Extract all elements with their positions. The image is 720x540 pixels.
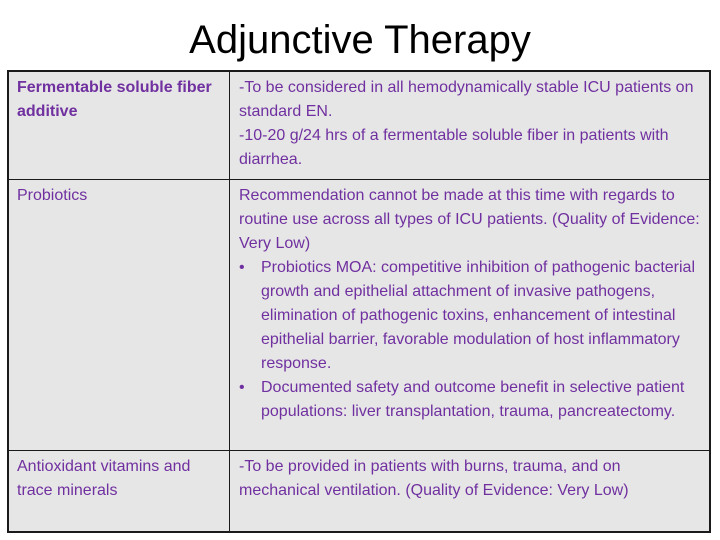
table-row (9, 72, 709, 180)
therapy-details (230, 451, 709, 533)
bullet-list (239, 256, 703, 424)
therapy-name: Fermentable soluble fiber additive (9, 72, 230, 179)
bullet-text: Probiotics MOA: competitive inhibition of pathogenic bacterial growth and epithelial attachment of invasive pathogens, elimination of pathogenic toxins, enhancement of intestinal epithelial barrier, favorable modulation of host inflammatory response. (261, 259, 695, 372)
therapy-details (230, 72, 709, 179)
list-item (239, 256, 703, 376)
therapy-name: Antioxidant vitamins and trace minerals (9, 451, 230, 533)
therapy-table (7, 70, 711, 533)
bullet-icon: • (239, 259, 245, 276)
table-row (9, 180, 709, 451)
detail-line: -10-20 g/24 hrs of a fermentable soluble fiber in patients with diarrhea. (239, 127, 669, 168)
slide-title: Adjunctive Therapy (189, 18, 531, 62)
list-item (239, 376, 703, 424)
therapy-details (230, 180, 709, 450)
detail-line: -To be considered in all hemodynamically stable ICU patients on standard EN. (239, 79, 694, 120)
detail-line: -To be provided in patients with burns, trauma, and on mechanical ventilation. (Quality of Evidence: Very Low) (239, 458, 629, 499)
bullet-icon: • (239, 379, 245, 396)
therapy-name: Probiotics (9, 180, 230, 450)
bullet-text: Documented safety and outcome benefit in selective patient populations: liver transplantation, trauma, pancreatectomy. (261, 379, 685, 420)
table-row (9, 451, 709, 533)
detail-line: Recommendation cannot be made at this time with regards to routine use across all types of ICU patients. (Quality of Evidence: Very Low) (239, 187, 700, 252)
